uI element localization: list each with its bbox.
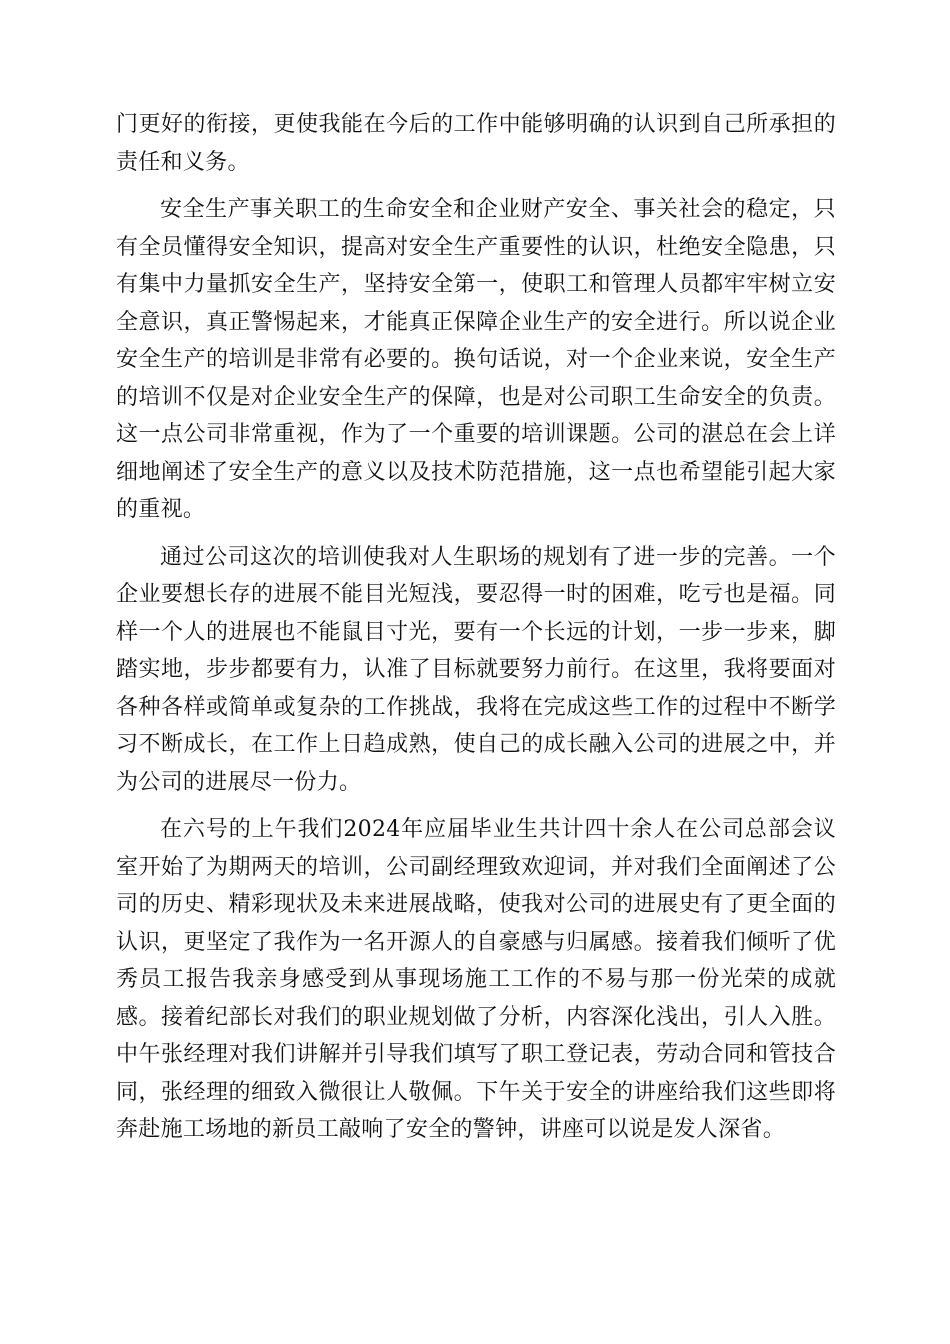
paragraph-4: 在六号的上午我们2024年应届毕业生共计四十余人在公司总部会议室开始了为期两天的培训，公司副经理致欢迎词，并对我们全面阐述了公司的历史、精彩现状及未来进展战略，使我对公司的进展史有了更全面的认识，更坚定了我作为一名开源人的自豪感与归属感。接着我们倾听了优秀员工报告我亲身感受到从事现场施工工作的不易与那一份光荣的成就感。接着纪部长对我们的职业规划做了分析，内容深化浅出，引人入胜。中午张经理对我们讲解并引导我们填写了职工登记表，劳动合同和管技合同，张经理的细致入微很让人敬佩。下午关于安全的讲座给我们这些即将奔赴施工场地的新员工敲响了安全的警钟，讲座可以说是发人深省。 — [116, 817, 836, 1142]
paragraph-3: 通过公司这次的培训使我对人生职场的规划有了进一步的完善。一个企业要想长存的进展不能目光短浅，要忍得一时的困难，吃亏也是福。同样一个人的进展也不能鼠目寸光，要有一个长远的计划，一步一步来，脚踏实地，步步都要有力，认准了目标就要努力前行。在这里，我将要面对各种各样或简单或复杂的工作挑战，我将在完成这些工作的过程中不断学习不断成长，在工作上日趋成熟，使自己的成长融入公司的进展之中，并为公司的进展尽一份力。 — [116, 544, 836, 795]
paragraph-1: 门更好的衔接，更使我能在今后的工作中能够明确的认识到自己所承担的责任和义务。 — [116, 112, 836, 175]
document-body — [116, 106, 836, 1159]
paragraph-2: 安全生产事关职工的生命安全和企业财产安全、事关社会的稳定，只有全员懂得安全知识，提高对安全生产重要性的认识，杜绝安全隐患，只有集中力量抓安全生产，坚持安全第一，使职工和管理人员都牢牢树立安全意识，真正警惕起来，才能真正保障企业生产的安全进行。所以说企业安全生产的培训是非常有必要的。换句话说，对一个企业来说，安全生产的培训不仅是对企业安全生产的保障，也是对公司职工生命安全的负责。这一点公司非常重视，作为了一个重要的培训课题。公司的湛总在会上详细地阐述了安全生产的意义以及技术防范措施，这一点也希望能引起大家的重视。 — [116, 197, 836, 522]
